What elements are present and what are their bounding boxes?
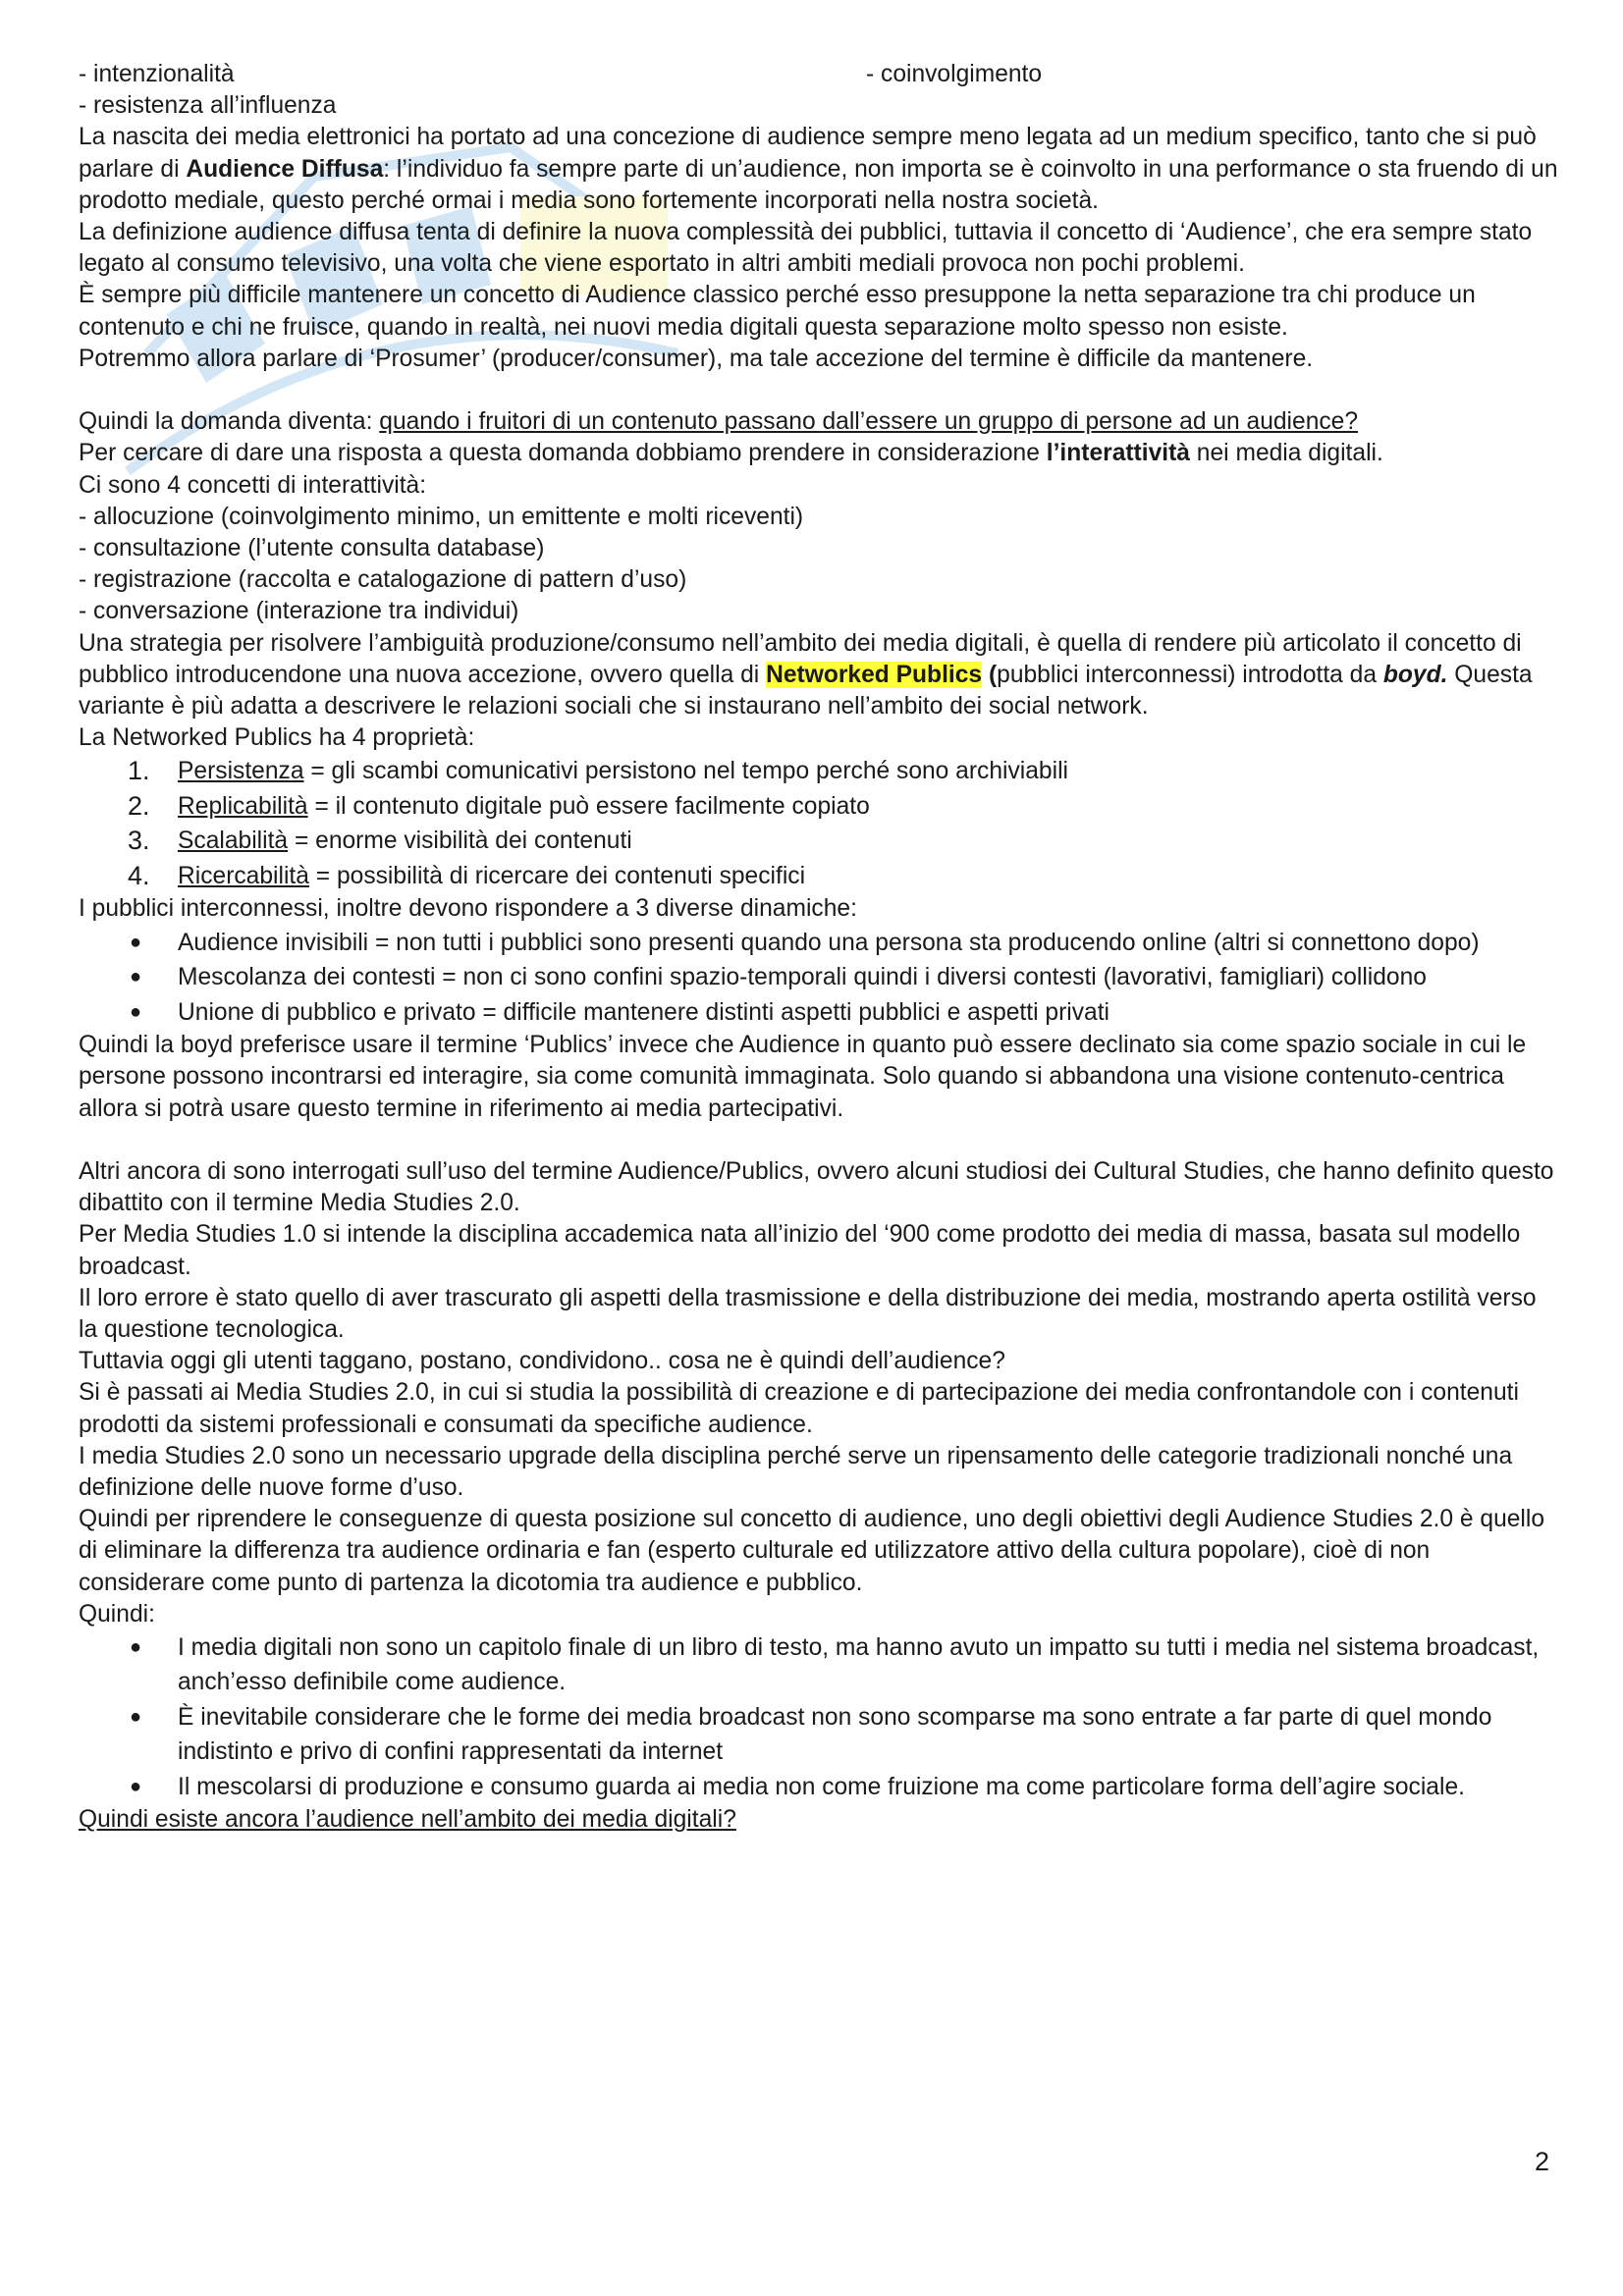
text-run: È inevitabile considerare che le forme dei media broadcast non sono scomparse ma sono entrate a far parte di quel mondo indistinto e privo di confini rappresentati da internet	[178, 1703, 1492, 1766]
list-item-conversazione: - conversazione (interazione tra individui)	[79, 598, 519, 625]
list-number: 2.	[128, 790, 150, 821]
text-run: La nascita dei media elettronici ha portato ad una concezione di audience sempre meno legata ad un medium specifico, tanto che si può parlare di	[79, 124, 1537, 183]
list-item	[79, 1770, 1561, 1805]
paragraph-concetti: Ci sono 4 concetti di interattività:	[79, 471, 427, 499]
bullet-icon: ●	[130, 1635, 142, 1658]
bullet-icon: ●	[130, 1000, 142, 1023]
paragraph-media-studies: Altri ancora di sono interrogati sull’uso del termine Audience/Publics, ovvero alcuni studiosi dei Cultural Studies, che hanno definito questo dibattito con il termine Media Studies 2.0.	[79, 1157, 1554, 1217]
list-item	[79, 859, 1561, 894]
paragraph-quindi: Quindi:	[79, 1600, 155, 1628]
bullet-icon: ●	[130, 966, 142, 988]
paragraph-upgrade: I media Studies 2.0 sono un necessario upgrade della disciplina perché serve un ripensamento delle categorie tradizionali nonché una definizione delle nuove forme d’uso.	[79, 1442, 1513, 1501]
list-item-consultazione: - consultazione (l’utente consulta database)	[79, 535, 545, 562]
paragraph-interattivita	[79, 438, 1561, 469]
term-boyd: boyd.	[1382, 661, 1448, 688]
list-item	[79, 1700, 1561, 1770]
paragraph-domanda	[79, 406, 1561, 438]
list-item	[79, 926, 1561, 961]
header-line	[79, 59, 1561, 90]
paragraph-definizione: La definizione audience diffusa tenta di definire la nuova complessità dei pubblici, tuttavia il concetto di ‘Audience’, che era sempre stato legato al consumo televisivo, una volta che viene esportato in altri ambiti mediali provoca non pochi problemi.	[79, 219, 1533, 278]
paragraph-errore: Il loro errore è stato quello di aver trascurato gli aspetti della trasmissione e della distribuzione dei media, mostrando aperta ostilità verso la questione tecnologica.	[79, 1284, 1537, 1343]
paragraph-networked-publics	[79, 628, 1561, 723]
paragraph-dinamiche: I pubblici interconnessi, inoltre devono rispondere a 3 diverse dinamiche:	[79, 895, 857, 923]
conclusions-list	[79, 1630, 1561, 1805]
text-run: Mescolanza dei contesti = non ci sono confini spazio-temporali quindi i diversi contesti (lavorativi, famigliari) collidono	[178, 964, 1427, 991]
closing-question: Quindi esiste ancora l’audience nell’ambito dei media digitali?	[79, 1806, 736, 1834]
text-run: = il contenuto digitale può essere facilmente copiato	[307, 792, 870, 820]
list-item-allocuzione: - allocuzione (coinvolgimento minimo, un emittente e molti riceventi)	[79, 503, 804, 530]
text-run: nei media digitali.	[1189, 440, 1383, 467]
text-run: (	[982, 661, 998, 688]
paragraph-media-studies-2: Si è passati ai Media Studies 2.0, in cui si studia la possibilità di creazione e di partecipazione dei media confrontandole con i contenuti prodotti da sistemi professionali e consumati da specifiche audience.	[79, 1379, 1519, 1438]
page-number: 2	[1535, 2147, 1550, 2176]
text-run: Quindi la domanda diventa:	[79, 408, 380, 436]
list-item	[79, 754, 1561, 789]
header-item-resistenza: - resistenza all’influenza	[79, 92, 337, 120]
properties-list	[79, 754, 1561, 893]
text-run: Audience invisibili = non tutti i pubblici sono presenti quando una persona sta producendo online (altri si connettono dopo)	[178, 929, 1480, 956]
paragraph-audience-diffusa	[79, 122, 1561, 217]
text-run: = enorme visibilità dei contenuti	[288, 828, 632, 855]
text-run: = possibilità di ricercare dei contenuti specifici	[308, 862, 806, 889]
list-item	[79, 824, 1561, 859]
property-term: Ricercabilità	[178, 862, 309, 889]
text-run: I media digitali non sono un capitolo finale di un libro di testo, ma hanno avuto un impatto su tutti i media nel sistema broadcast, anch’esso definibile come audience.	[178, 1633, 1540, 1696]
property-term: Scalabilità	[178, 828, 289, 855]
paragraph-media-studies-1: Per Media Studies 1.0 si intende la disciplina accademica nata all’inizio del ‘900 come prodotto dei media di massa, basata sul modello broadcast.	[79, 1221, 1521, 1280]
property-term: Replicabilità	[178, 792, 308, 820]
list-number: 4.	[128, 860, 150, 890]
text-run: = gli scambi comunicativi persistono nel tempo perché sono archiviabili	[303, 758, 1068, 785]
paragraph-publics: Quindi la boyd preferisce usare il termine ‘Publics’ invece che Audience in quanto può essere declinato sia come spazio sociale in cui le persone possono incontrarsi ed interagire, sia come comunità immaginata. Solo quando si abbandona una visione contenuto-centrica allora si potrà usare questo termine in riferimento ai media partecipativi.	[79, 1032, 1527, 1122]
header-item-coinvolgimento: - coinvolgimento	[866, 61, 1043, 87]
text-run: Unione di pubblico e privato = difficile mantenere distinti aspetti pubblici e aspetti privati	[178, 998, 1109, 1026]
term-interattivita: l’interattività	[1046, 440, 1190, 467]
bullet-icon: ●	[130, 1705, 142, 1728]
text-run: Una strategia per risolvere l’ambiguità produzione/consumo nell’ambito dei media digitali, è quella di rendere più articolato il concetto di pubblico introducendone una nuova accezione, ovvero quella di	[79, 629, 1522, 688]
list-number: 1.	[128, 756, 150, 786]
header-item-intenzionalita: - intenzionalità	[79, 61, 235, 87]
list-item	[79, 960, 1561, 995]
text-run: Il mescolarsi di produzione e consumo guarda ai media non come fruizione ma come particolare forma dell’agire sociale.	[178, 1773, 1465, 1800]
property-term: Persistenza	[178, 758, 304, 785]
underlined-question: quando i fruitori di un contenuto passano dall’essere un gruppo di persone ad un audience?	[379, 408, 1359, 436]
list-item	[79, 1630, 1561, 1700]
list-item	[79, 995, 1561, 1031]
document-body	[79, 59, 1561, 1837]
paragraph-audience-classico: È sempre più difficile mantenere un concetto di Audience classico perché esso presuppone la netta separazione tra chi produce un contenuto e chi ne fruisce, quando in realtà, nei nuovi media digitali questa separazione molto spesso non esiste.	[79, 282, 1476, 341]
paragraph-tuttavia: Tuttavia oggi gli utenti taggano, postano, condividono.. cosa ne è quindi dell’audience?	[79, 1348, 1005, 1375]
paragraph-prosumer: Potremmo allora parlare di ‘Prosumer’ (producer/consumer), ma tale accezione del termine è difficile da mantenere.	[79, 345, 1314, 372]
list-item	[79, 789, 1561, 825]
text-run: Per cercare di dare una risposta a questa domanda dobbiamo prendere in considerazione	[79, 440, 1047, 467]
bullet-icon: ●	[130, 931, 142, 953]
text-run: Questa variante è più adatta a descrivere le relazioni sociali che si instaurano nell’ambito dei social network.	[79, 661, 1533, 721]
text-run: : l’individuo fa sempre parte di un’audience, non importa se è coinvolto in una performance o sta fruendo di un prodotto mediale, questo perché ormai i media sono fortemente incorporati nella nostra società.	[79, 155, 1558, 214]
bullet-icon: ●	[130, 1775, 142, 1797]
paragraph-audience-studies: Quindi per riprendere le conseguenze di questa posizione sul concetto di audience, uno degli obiettivi degli Audience Studies 2.0 è quello di eliminare la differenza tra audience ordinaria e fan (esperto culturale ed utilizzatore attivo della cultura popolare), cioè di non considerare come punto di partenza la dicotomia tra audience e pubblico.	[79, 1506, 1545, 1596]
list-item-registrazione: - registrazione (raccolta e catalogazione di pattern d’uso)	[79, 566, 687, 594]
term-audience-diffusa: Audience Diffusa	[186, 155, 384, 183]
text-run: pubblici interconnessi) introdotta da	[997, 661, 1383, 688]
highlighted-networked-publics: Networked Publics	[766, 661, 983, 688]
list-number: 3.	[128, 826, 150, 856]
dynamics-list	[79, 926, 1561, 1031]
paragraph-proprieta: La Networked Publics ha 4 proprietà:	[79, 724, 475, 752]
